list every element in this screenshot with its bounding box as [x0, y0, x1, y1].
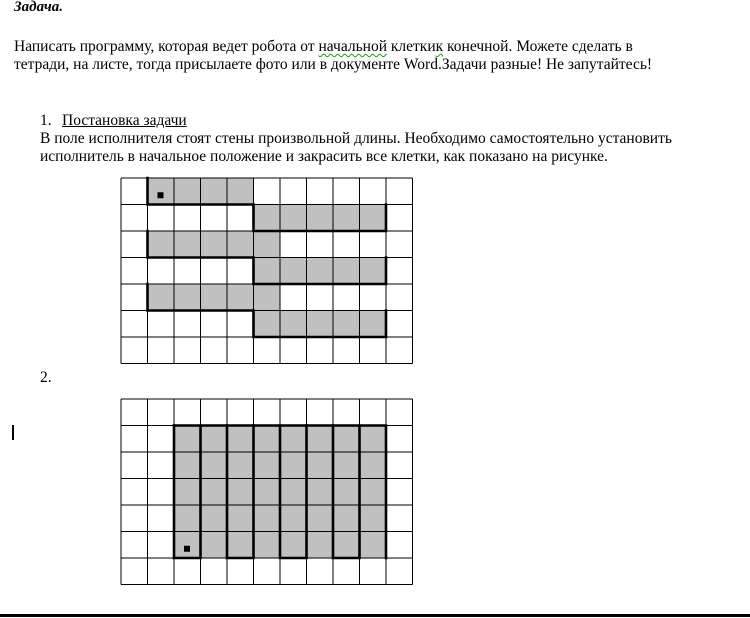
- filled-cell: [201, 452, 228, 479]
- filled-cell: [254, 258, 281, 285]
- intro-line-2: тетради, на листе, тогда присылаете фото или в документе Word.Задачи разные! Не запутайтесь!: [14, 56, 653, 73]
- robot-field-figure-2: [121, 399, 413, 585]
- filled-cell: [254, 505, 281, 532]
- filled-cell: [174, 452, 201, 479]
- filled-cell: [360, 452, 387, 479]
- filled-cell: [254, 426, 281, 453]
- filled-cell: [360, 532, 387, 559]
- filled-cell: [148, 178, 175, 205]
- filled-cell: [307, 205, 334, 232]
- filled-cell: [227, 231, 254, 258]
- filled-cell: [280, 479, 307, 506]
- filled-cell: [227, 532, 254, 559]
- filled-cell: [280, 505, 307, 532]
- filled-cell: [227, 479, 254, 506]
- filled-cell: [227, 178, 254, 205]
- spellcheck-marked-word: начальной: [318, 38, 387, 55]
- filled-cell: [360, 258, 387, 285]
- filled-cell: [174, 479, 201, 506]
- filled-cell: [333, 479, 360, 506]
- robot-marker: [184, 546, 190, 552]
- filled-cell: [227, 505, 254, 532]
- filled-cell: [227, 284, 254, 311]
- intro-text: Написать программу, которая ведет робота от: [14, 38, 319, 55]
- intro-text: клетки: [387, 38, 436, 55]
- robot-marker: [158, 192, 164, 198]
- filled-cell: [333, 532, 360, 559]
- filled-cell: [307, 479, 334, 506]
- text-cursor: [12, 425, 14, 440]
- filled-cell: [280, 532, 307, 559]
- filled-cell: [280, 205, 307, 232]
- filled-cell: [307, 452, 334, 479]
- filled-cell: [333, 205, 360, 232]
- filled-cell: [148, 284, 175, 311]
- filled-cell: [360, 311, 387, 338]
- filled-cell: [254, 205, 281, 232]
- intro-text: конечной. Можете сделать в: [443, 38, 633, 55]
- filled-cell: [174, 231, 201, 258]
- filled-cell: [333, 426, 360, 453]
- spellcheck-marked-word: к: [435, 38, 444, 55]
- intro-line-1: [14, 38, 633, 56]
- problem-statement-title: Постановка задачи: [62, 112, 187, 129]
- filled-cell: [360, 426, 387, 453]
- filled-cell: [174, 532, 201, 559]
- list-number-1: 1.: [40, 112, 52, 129]
- filled-cell: [307, 505, 334, 532]
- filled-cell: [360, 505, 387, 532]
- filled-cell: [333, 258, 360, 285]
- filled-cell: [201, 231, 228, 258]
- filled-cell: [148, 231, 175, 258]
- task-heading: Задача.: [14, 0, 63, 15]
- filled-cell: [360, 479, 387, 506]
- problem-statement-line-2: исполнитель в начальное положение и закрасить все клетки, как показано на рисунке.: [40, 148, 608, 165]
- page-bottom-rule: [0, 614, 750, 617]
- robot-field-figure-1: [121, 178, 413, 364]
- filled-cell: [280, 426, 307, 453]
- filled-cell: [254, 452, 281, 479]
- filled-cell: [174, 284, 201, 311]
- problem-statement-line-1: В поле исполнителя стоят стены произвольной длины. Необходимо самостоятельно установить: [40, 130, 672, 147]
- list-number-2: 2.: [40, 369, 52, 386]
- filled-cell: [307, 426, 334, 453]
- filled-cell: [201, 284, 228, 311]
- filled-cell: [201, 479, 228, 506]
- filled-cell: [201, 505, 228, 532]
- filled-cell: [333, 452, 360, 479]
- filled-cell: [333, 505, 360, 532]
- filled-cell: [307, 311, 334, 338]
- filled-cell: [174, 505, 201, 532]
- filled-cell: [254, 311, 281, 338]
- filled-cell: [227, 426, 254, 453]
- filled-cell: [280, 258, 307, 285]
- filled-cell: [227, 452, 254, 479]
- filled-cell: [254, 532, 281, 559]
- filled-cell: [280, 311, 307, 338]
- filled-cell: [201, 426, 228, 453]
- filled-cell: [307, 258, 334, 285]
- filled-cell: [254, 479, 281, 506]
- filled-cell: [201, 178, 228, 205]
- filled-cell: [333, 311, 360, 338]
- filled-cell: [254, 231, 281, 258]
- filled-cell: [280, 452, 307, 479]
- filled-cell: [360, 205, 387, 232]
- filled-cell: [201, 532, 228, 559]
- filled-cell: [307, 532, 334, 559]
- filled-cell: [174, 178, 201, 205]
- filled-cell: [254, 284, 281, 311]
- filled-cell: [174, 426, 201, 453]
